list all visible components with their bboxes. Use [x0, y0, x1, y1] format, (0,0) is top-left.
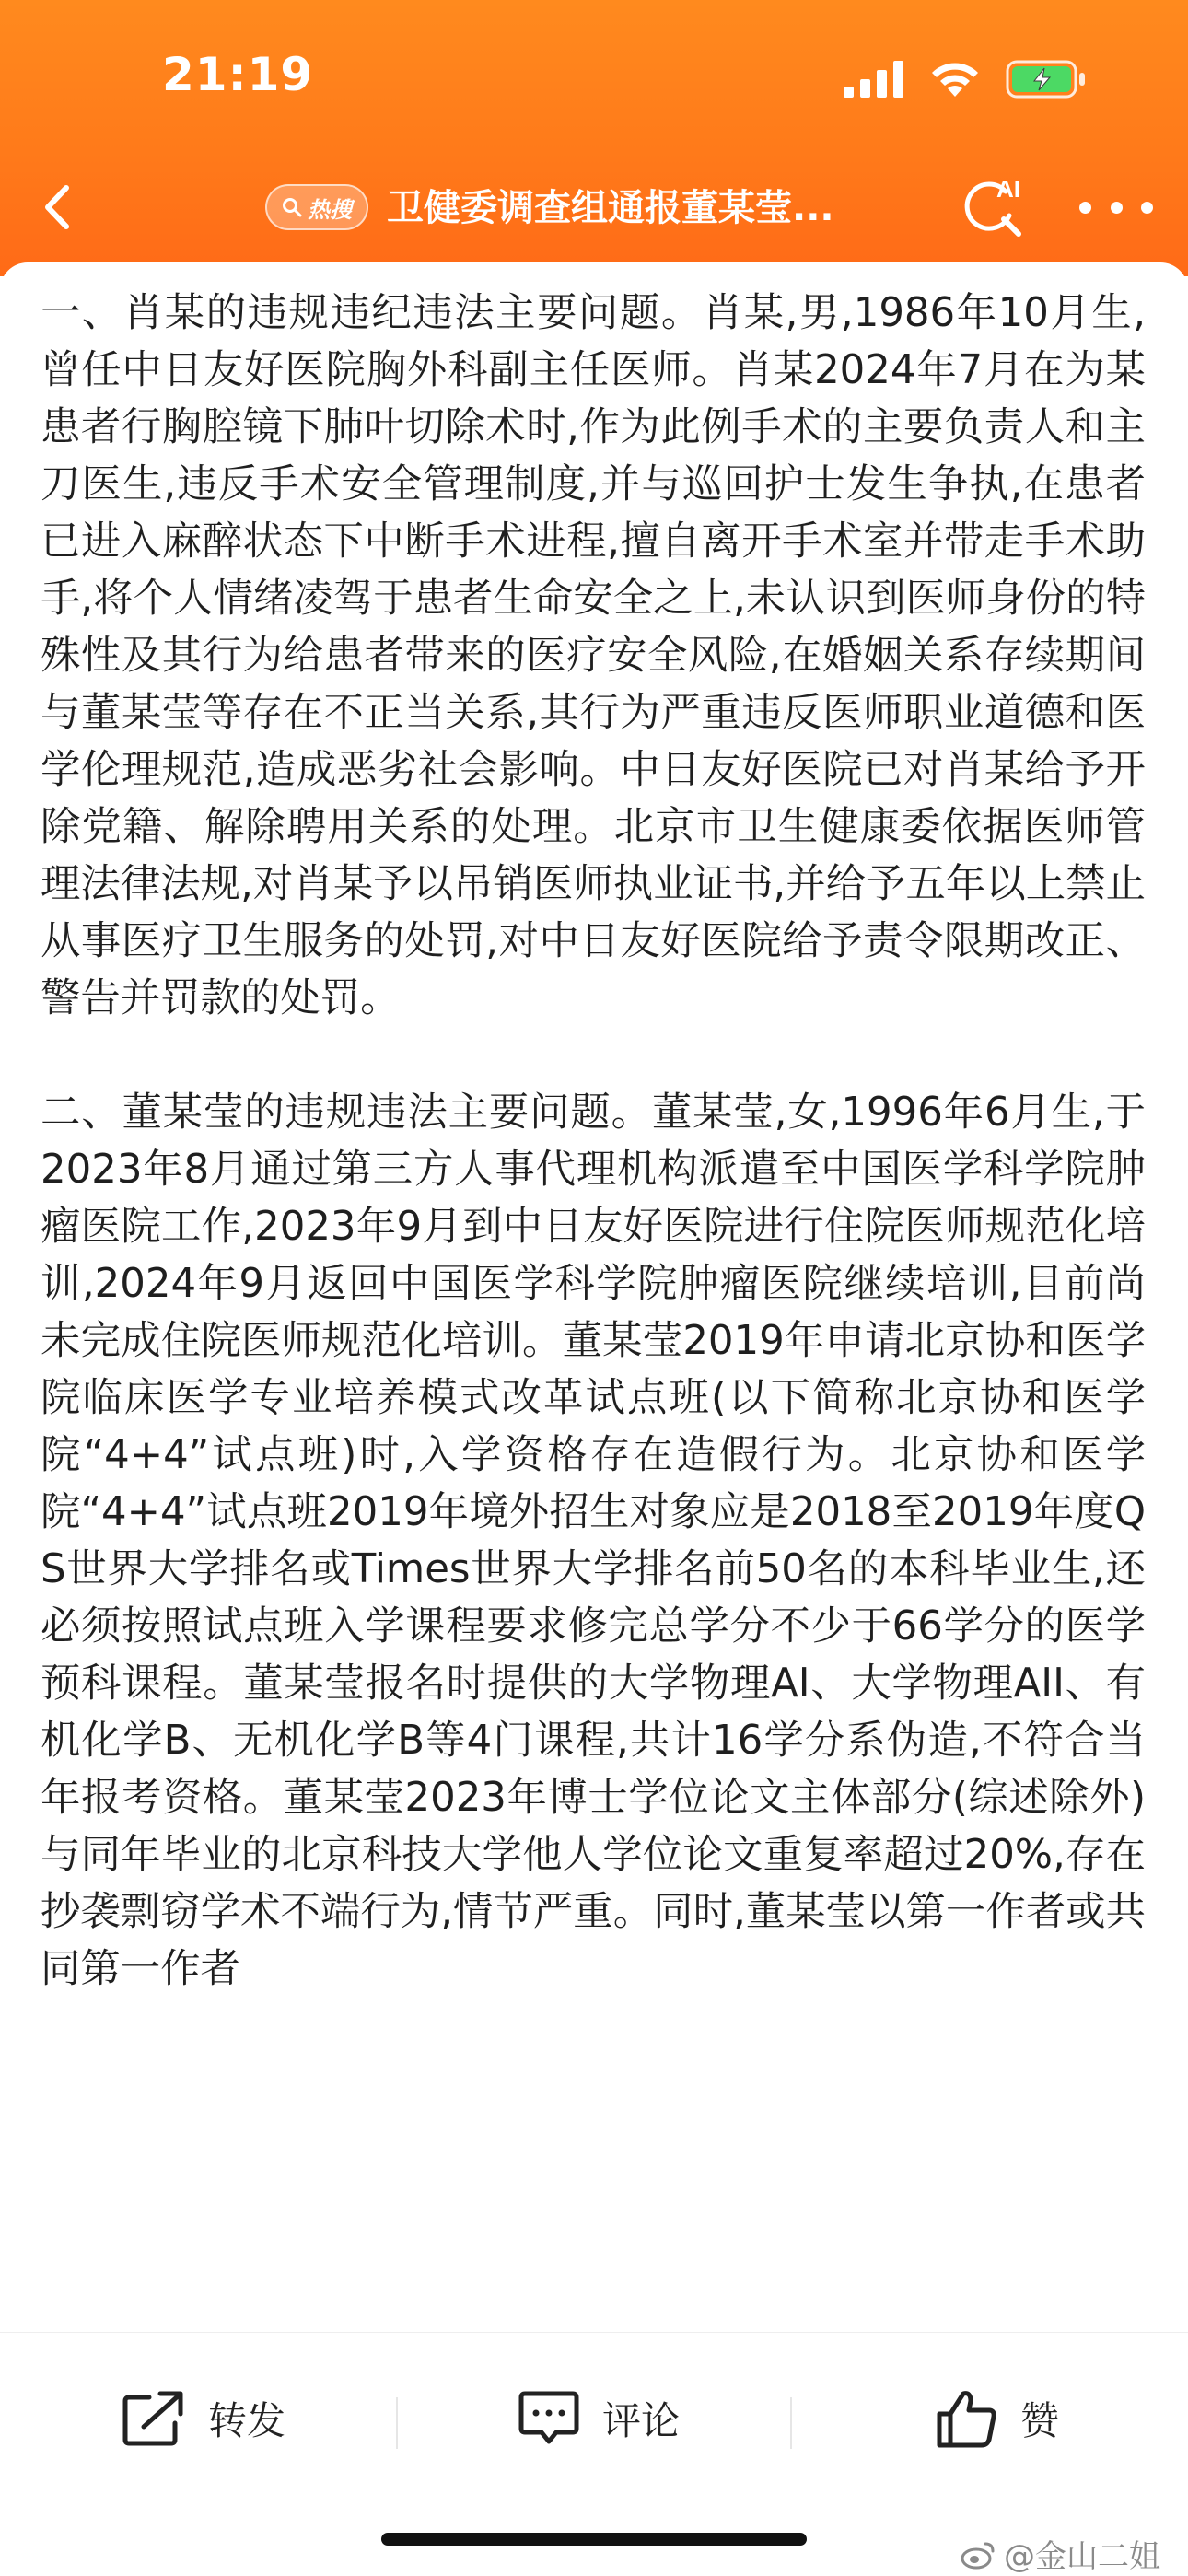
article-paragraph: 一、肖某的违规违纪违法主要问题。肖某,男,1986年10月生,曾任中日友好医院胸外科副主任医师。肖某2024年7月在为某患者行胸腔镜下肺叶切除术时,作为此例手术的主要负责人和主刀医生,违反手术安全管理制度,并与巡回护士发生争执,在患者已进入麻醉状态下中断手术进程,擅自离开手术室并带走手术助手,将个人情绪凌驾于患者生命安全之上,未认识到医师身份的特殊性及其行为给患者带来的医疗安全风险,在婚姻关系存续期间与董某莹等存在不正当关系,其行为严重违反医师职业道德和医学伦理规范,造成恶劣社会影响。中日友好医院已对肖某给予开除党籍、解除聘用关系的处理。北京市卫生健康委依据医师管理法律法规,对肖某予以吊销医师执业证书,并给予五年以上禁止从事医疗卫生服务的处罚,对中日友好医院给予责令限期改正、警告并罚款的处罚。 — [41, 290, 1147, 1021]
comment-button[interactable] — [518, 2386, 680, 2451]
article-container — [0, 262, 1188, 2335]
dot-icon — [1111, 202, 1123, 214]
dot-icon — [1079, 202, 1091, 214]
more-options-button[interactable] — [1079, 193, 1153, 221]
share-label: 转发 — [208, 2398, 286, 2443]
hot-search-label: 热搜 — [308, 196, 352, 223]
header-background — [0, 0, 1188, 276]
share-button[interactable] — [122, 2386, 285, 2451]
wifi-icon — [928, 60, 982, 99]
comment-label: 评论 — [602, 2398, 681, 2443]
page-title: 卫健委调查组通报董某莹... — [387, 187, 834, 229]
navigation-bar — [0, 157, 1188, 258]
hot-search-badge[interactable] — [265, 184, 368, 230]
divider — [790, 2397, 792, 2449]
article-body — [41, 285, 1146, 1998]
like-button[interactable] — [936, 2386, 1059, 2451]
back-arrow-icon[interactable] — [28, 175, 92, 239]
search-icon — [282, 197, 302, 217]
article-paragraph: 二、董某莹的违规违法主要问题。董某莹,女,1996年6月生,于2023年8月通过第三方人事代理机构派遣至中国医学科学院肿瘤医院工作,2023年9月到中日友好医院进行住院医师规范化培训,2024年9月返回中国医学科学院肿瘤医院继续培训,目前尚未完成住院医师规范化培训。董某莹2019年申请北京协和医学院临床医学专业培养模式改革试点班(以下简称北京协和医学院“4+4”试点班)时,入学资格存在造假行为。北京协和医学院“4+4”试点班2019年境外招生对象应是2018至2019年度QS世界大学排名或Times世界大学排名前50名的本科毕业生,还必须按照试点班入学课程要求修完总学分不少于66学分的医学预科课程。董某莹报名时提供的大学物理AI、大学物理AII、有机化学B、无机化学B等4门课程,共计16学分系伪造,不符合当年报考资格。董某莹2023年博士学位论文主体部分(综述除外)与同年毕业的北京科技大学他人学位论文重复率超过20%,存在抄袭剽窃学术不端行为,情节严重。同时,董某莹以第一作者或共同第一作者 — [41, 1090, 1146, 1992]
share-icon — [122, 2390, 186, 2447]
battery-charging-icon — [1006, 60, 1087, 99]
bottom-action-bar — [0, 2332, 1188, 2499]
thumbs-up-icon — [936, 2388, 998, 2449]
comment-icon — [518, 2390, 580, 2447]
home-indicator[interactable] — [381, 2533, 807, 2546]
status-time: 21:19 — [162, 48, 314, 101]
ai-search-icon — [958, 171, 1031, 245]
divider — [396, 2397, 398, 2449]
ai-search-button[interactable] — [958, 171, 1031, 245]
cellular-signal-icon — [844, 61, 904, 98]
status-icons — [844, 57, 1087, 101]
watermark-text: @金山二姐 — [1004, 2538, 1160, 2575]
watermark — [960, 2531, 1160, 2576]
ai-label: AI — [996, 175, 1020, 203]
like-label: 赞 — [1020, 2398, 1060, 2443]
dot-icon — [1141, 202, 1153, 214]
status-bar — [0, 0, 1188, 157]
weibo-logo-icon — [960, 2538, 996, 2570]
